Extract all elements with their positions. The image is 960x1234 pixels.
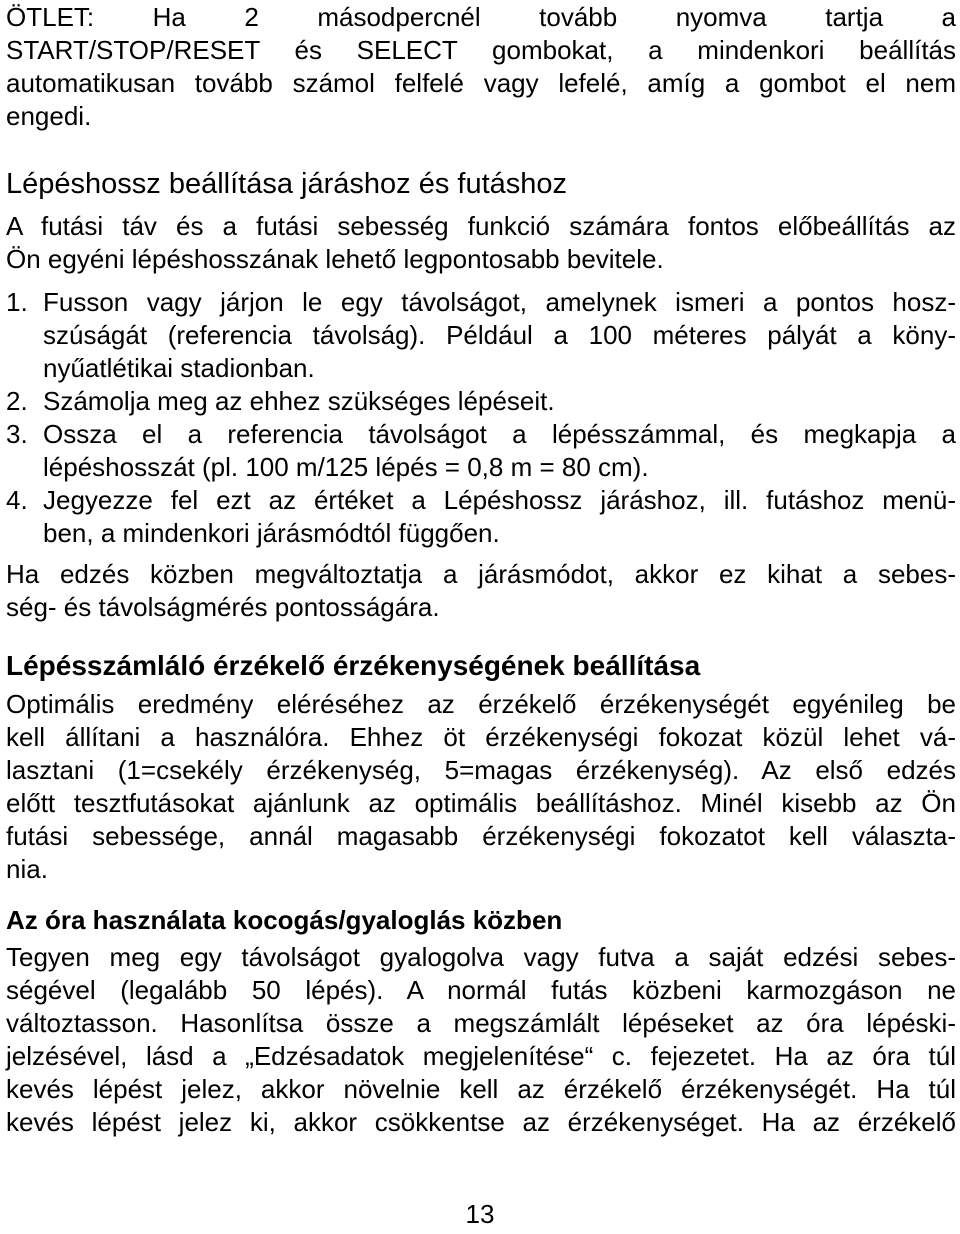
tip-paragraph <box>6 1 956 133</box>
paragraph-line: előtt tesztfutásokat ajánlunk az optimális beállításhoz. Minél kisebb az Ön <box>6 788 956 818</box>
tip-line: engedi. <box>6 101 92 131</box>
list-item-text: Jegyezze fel ezt az értéket a Lépéshossz járáshoz, ill. futáshoz menü- <box>43 485 956 515</box>
section-jogging-walking <box>6 904 956 1139</box>
section-heading: Lépéshossz beállítása járáshoz és futáshoz <box>6 168 568 200</box>
list-item-text: lépéshosszát (pl. 100 m/125 lépés = 0,8 m = 80 cm). <box>43 452 649 482</box>
list-item-text: ben, a mindenkori járásmódtól függően. <box>43 518 500 548</box>
list-item <box>6 385 956 418</box>
list-item-text: Számolja meg az ehhez szükséges lépéseit. <box>43 386 555 416</box>
paragraph-line: kevés lépést jelez, akkor növelnie kell az érzékelő érzékenységét. Ha túl <box>6 1074 956 1104</box>
paragraph-line: ség- és távolságmérés pontosságára. <box>6 592 440 622</box>
paragraph-line: jelzésével, lásd a „Edzésadatok megjelenítése“ c. fejezetet. Ha az óra túl <box>6 1041 956 1071</box>
paragraph-line: Ha edzés közben megváltoztatja a járásmódot, akkor ez kihat a sebes- <box>6 559 956 589</box>
list-item <box>6 418 956 484</box>
list-item-text: Fusson vagy járjon le egy távolságot, amelynek ismeri a pontos hosz- <box>43 287 956 317</box>
list-item-number: 3. <box>6 419 28 449</box>
paragraph-line: ségével (legalább 50 lépés). A normál futás közbeni karmozgáson ne <box>6 975 956 1005</box>
page-number: 13 <box>465 1199 495 1229</box>
list-item-text: Ossza el a referencia távolságot a lépésszámmal, és megkapja a <box>43 419 956 449</box>
paragraph-line: kevés lépést jelez ki, akkor csökkentse az érzékenységet. Ha az érzékelő <box>6 1107 956 1137</box>
paragraph-line: Tegyen meg egy távolságot gyalogolva vagy futva a saját edzési sebes- <box>6 942 956 972</box>
paragraph-line: kell állítani a használóra. Ehhez öt érzékenységi fokozat közül lehet vá- <box>6 722 956 752</box>
section-heading: Az óra használata kocogás/gyaloglás közben <box>6 905 563 935</box>
paragraph-line: nia. <box>6 854 48 884</box>
list-item-text: szúságát (referencia távolság). Például a 100 méteres pályát a köny- <box>43 320 956 350</box>
list-item <box>6 286 956 385</box>
section-heading: Lépésszámláló érzékelő érzékenységének beállítása <box>6 650 701 681</box>
list-item-number: 2. <box>6 386 28 416</box>
note-paragraph <box>6 558 956 624</box>
paragraph-line: futási sebessége, annál magasabb érzékenységi fokozatot kell választa- <box>6 821 956 851</box>
paragraph-line: A futási táv és a futási sebesség funkció számára fontos előbeállítás az <box>6 211 956 241</box>
paragraph-line: változtasson. Hasonlítsa össze a megszámlált lépéseket az óra lépéski- <box>6 1008 956 1038</box>
paragraph-line: Ön egyéni lépéshosszának lehető legpontosabb bevitele. <box>6 244 664 274</box>
tip-line: ÖTLET: Ha 2 másodpercnél tovább nyomva tartja a <box>6 2 956 32</box>
list-item-number: 4. <box>6 485 28 515</box>
section-sensor-sensitivity <box>6 648 956 886</box>
paragraph-line: lasztani (1=csekély érzékenység, 5=magas érzékenység). Az első edzés <box>6 755 956 785</box>
section-step-length <box>6 166 956 202</box>
tip-line: automatikusan tovább számol felfelé vagy lefelé, amíg a gombot el nem <box>6 68 956 98</box>
tip-line: START/STOP/RESET és SELECT gombokat, a mindenkori beállítás <box>6 35 956 65</box>
paragraph-line: Optimális eredmény eléréséhez az érzékelő érzékenységét egyénileg be <box>6 689 956 719</box>
list-item-text: nyűatlétikai stadionban. <box>43 353 315 383</box>
list-item-number: 1. <box>6 287 28 317</box>
section-step-length-body <box>6 210 956 624</box>
list-item <box>6 484 956 550</box>
